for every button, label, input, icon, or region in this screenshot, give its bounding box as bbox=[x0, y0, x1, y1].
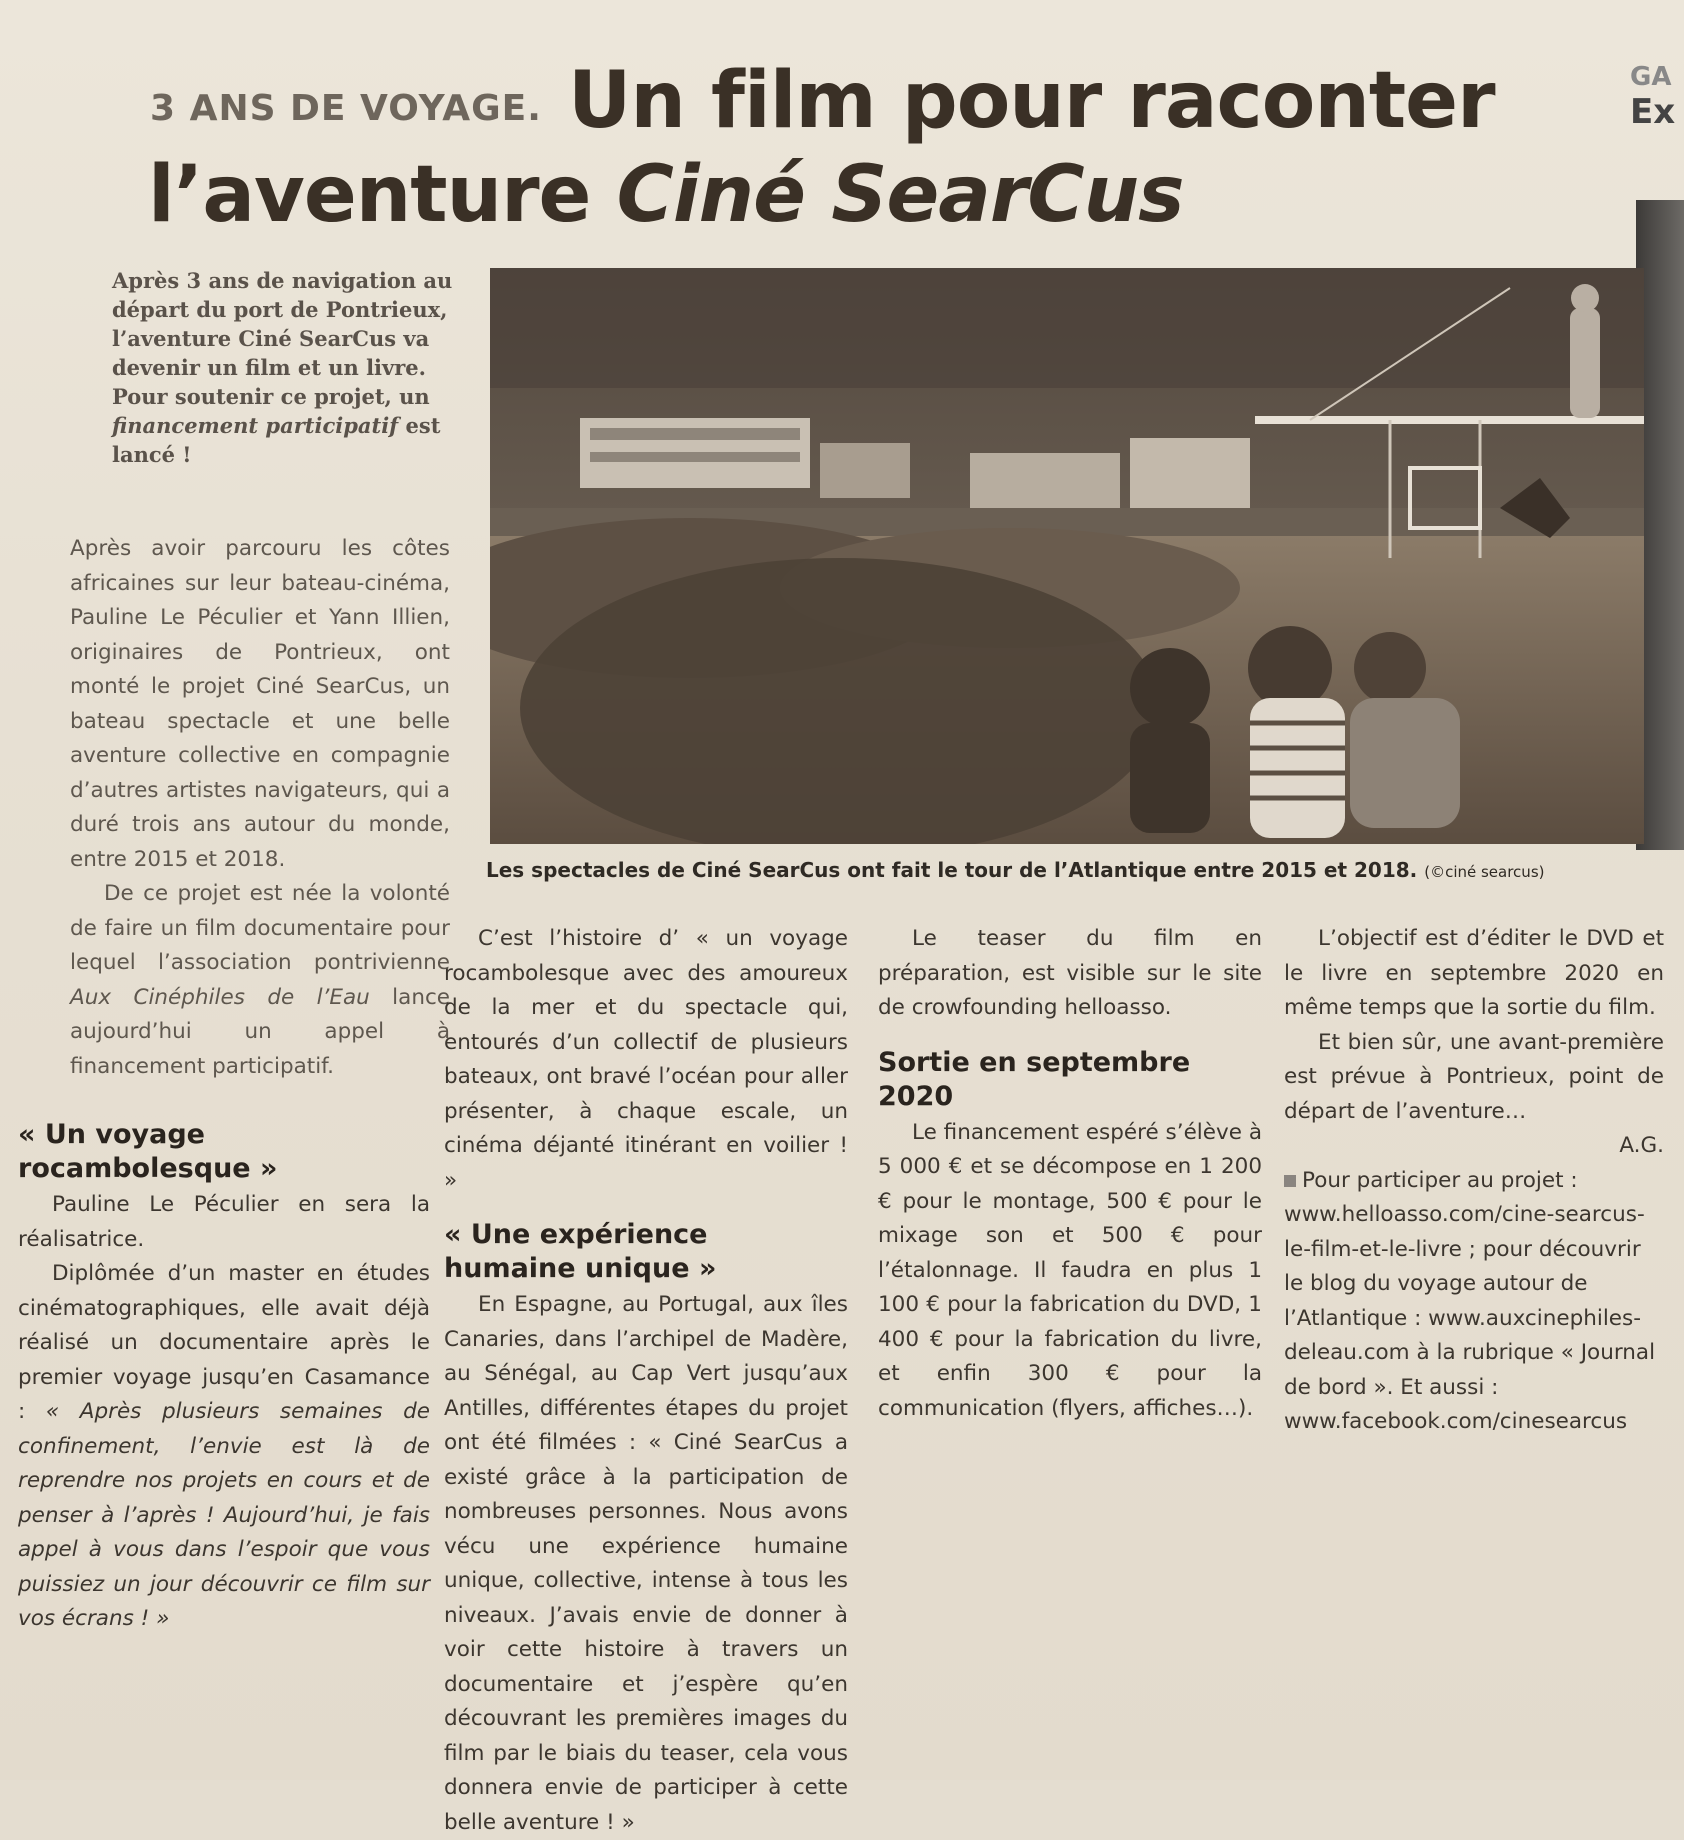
column-1-upper bbox=[70, 532, 450, 1084]
article-photo bbox=[490, 268, 1644, 844]
adjacent-edge-text-1: GA bbox=[1630, 62, 1672, 92]
paragraph-8: Le financement espéré s’élève à 5 000 € et se décompose en 1 200 € pour le montage, 500 € pour le mixage son et 500 € pour l’étalonnage. Il faudra en plus 1 100 € pour la fabrication du DVD, 1 400 € pour la fabrication du livre, et enfin 300 € pour la communication (flyers, affiches…). bbox=[878, 1119, 1262, 1421]
subheading-voyage: « Un voyage rocambolesque » bbox=[18, 1119, 278, 1184]
adjacent-article-edge bbox=[1630, 62, 1684, 132]
lead-text-2: est lancé ! bbox=[112, 413, 441, 467]
paragraph-10: Et bien sûr, une avant-première est prévue à Pontrieux, point de départ de l’aventure… bbox=[1284, 1029, 1664, 1124]
square-bullet-icon bbox=[1284, 1175, 1296, 1187]
info-text: Pour participer au projet : www.helloasso.com/cine-searcus-le-film-et-le-livre ; pour découvrir le blog du voyage autour de l’Atlantique : www.auxcinephiles-deleau.com à la rubrique « Journal de bord ». Et aussi : www.facebook.com/cinesearcus bbox=[1284, 1167, 1656, 1434]
headline-line-2 bbox=[148, 150, 1184, 240]
paragraph-9: L’objectif est d’éditer le DVD et le livre en septembre 2020 en même temps que la sortie du film. bbox=[1284, 926, 1664, 1020]
headline-line-1: Un film pour raconter bbox=[568, 56, 1495, 146]
column-2 bbox=[444, 922, 848, 1840]
info-box bbox=[1284, 1164, 1664, 1440]
adjacent-edge-text-2: Ex bbox=[1630, 92, 1676, 132]
caption-text: Les spectacles de Ciné SearCus ont fait le tour de l’Atlantique entre 2015 et 2018. bbox=[486, 858, 1418, 882]
lead-text-italic: financement participatif bbox=[112, 413, 399, 438]
photo-credit: (©ciné searcus) bbox=[1424, 863, 1545, 881]
paragraph-2 bbox=[70, 877, 450, 1084]
photo-caption bbox=[486, 858, 1646, 882]
paragraph-4-start: Diplômée d’un master en études cinématographiques, elle avait déjà réalisé un documentaire après le premier voyage jusqu’en Casamance : bbox=[18, 1261, 430, 1424]
subheading-sortie: Sortie en septembre 2020 bbox=[878, 1046, 1191, 1112]
lead-text-1: Après 3 ans de navigation au départ du port de Pontrieux, l’aventure Ciné SearCus va devenir un film et un livre. Pour soutenir ce projet, un bbox=[112, 268, 453, 409]
paragraph-2-end: lance aujourd’hui un appel à financement participatif. bbox=[70, 984, 450, 1079]
paragraph-4-quote: « Après plusieurs semaines de confinement, l’envie est là de reprendre nos projets en cours et de penser à l’après ! Aujourd’hui, je fais appel à vous dans l’espoir que vous puissiez un jour découvrir ce film sur vos écrans ! » bbox=[18, 1399, 430, 1631]
paragraph-4 bbox=[18, 1257, 430, 1637]
column-1-lower bbox=[18, 1098, 430, 1637]
column-3 bbox=[878, 922, 1262, 1426]
paragraph-7: Le teaser du film en préparation, est visible sur le site de crowfounding helloasso. bbox=[878, 926, 1262, 1020]
headline-line-2-start: l’aventure bbox=[148, 150, 591, 240]
author-signature: A.G. bbox=[1619, 1133, 1664, 1158]
headline-line-2-italic: Ciné SearCus bbox=[616, 150, 1184, 240]
paragraph-5: C’est l’histoire d’ « un voyage rocambolesque avec des amoureux de la mer et du spectacle qui, entourés d’un collectif de plusieurs bateaux, ont bravé l’océan pour aller présenter, à chaque escale, un cinéma déjanté itinérant en voilier ! » bbox=[444, 926, 848, 1193]
subheading-experience: « Une expérience humaine unique » bbox=[444, 1219, 717, 1284]
paragraph-3: Pauline Le Péculier en sera la réalisatrice. bbox=[18, 1192, 430, 1252]
paragraph-2-italic: Aux Cinéphiles de l’Eau bbox=[70, 984, 370, 1010]
paragraph-2-start: De ce projet est née la volonté de faire un film documentaire pour lequel l’association pontrivienne bbox=[70, 881, 450, 975]
paragraph-1: Après avoir parcouru les côtes africaines sur leur bateau-cinéma, Pauline Le Péculier et Yann Illien, originaires de Pontrieux, ont monté le projet Ciné SearCus, un bateau spectacle et une belle aventure collective en compagnie d’autres artistes navigateurs, qui a duré trois ans autour du monde, entre 2015 et 2018. bbox=[70, 536, 450, 872]
paragraph-6: En Espagne, au Portugal, aux îles Canaries, dans l’archipel de Madère, au Sénégal, au Cap Vert jusqu’aux Antilles, différentes étapes du projet ont été filmées : « Ciné SearCus a existé grâce à la participation de nombreuses personnes. Nous avons vécu une expérience humaine unique, collective, intense à tous les niveaux. J’avais envie de donner à voir cette histoire à travers un documentaire et j’espère qu’en découvrant les premières images du film par le biais du teaser, cela vous donnera envie de participer à cette belle aventure ! » bbox=[444, 1292, 848, 1835]
column-4 bbox=[1284, 922, 1664, 1440]
kicker: 3 ANS DE VOYAGE. bbox=[150, 88, 542, 129]
article-lead bbox=[112, 266, 456, 469]
photo-illustration bbox=[490, 268, 1644, 844]
